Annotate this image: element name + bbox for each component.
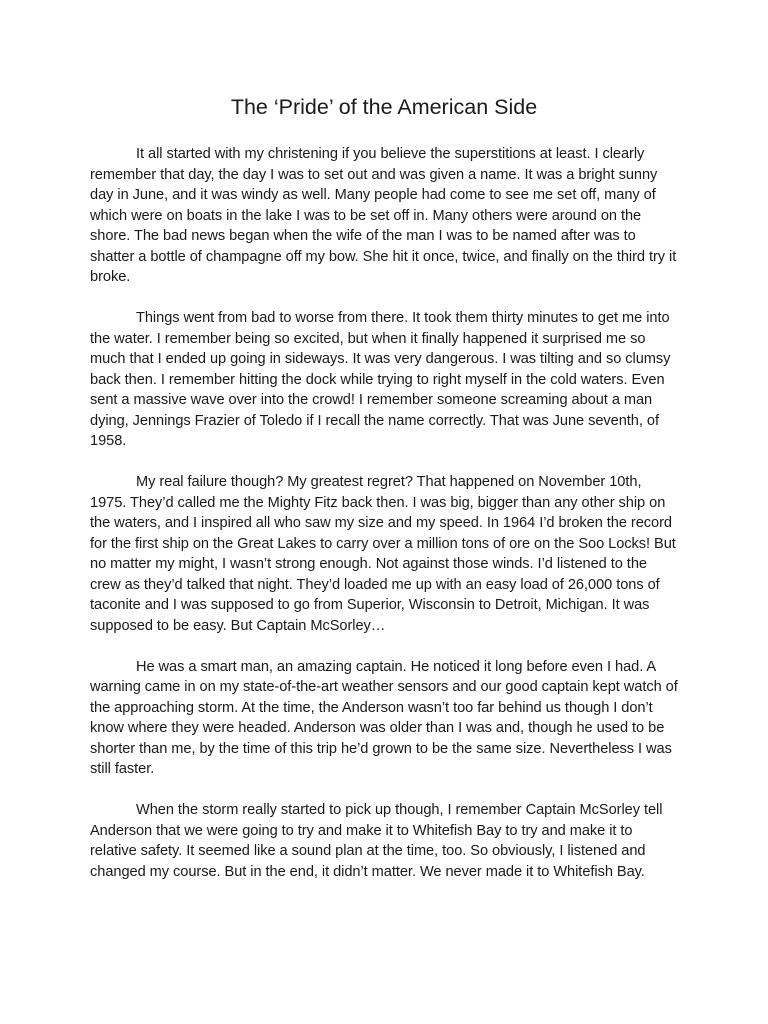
document-body [90,144,680,903]
paragraph: He was a smart man, an amazing captain. He noticed it long before even I had. A warning came in on my state-of-the-art weather sensors and our good captain kept watch of the approaching storm. At the time, the Anderson wasn’t too far behind us though I don’t know where they were headed. Anderson was older than I was and, though he used to be shorter than me, by the time of this trip he’d grown to be the same size. Nevertheless I was still faster. [90,658,678,777]
paragraph: Things went from bad to worse from there. It took them thirty minutes to get me into the water. I remember being so excited, but when it finally happened it surprised me so much that I ended up going in sideways. It was very dangerous. I was tilting and so clumsy back then. I remember hitting the dock while trying to right myself in the cold waters. Even sent a massive wave over into the crowd! I remember someone screaming about a man dying, Jennings Frazier of Toledo if I recall the name correctly. That was June seventh, of 1958. [90,310,671,449]
document-title: The ‘Pride’ of the American Side [230,95,538,119]
paragraph: My real failure though? My greatest regret? That happened on November 10th, 1975. They’d called me the Mighty Fitz back then. I was big, bigger than any other ship on the waters, and I inspired all who saw my size and my speed. In 1964 I’d broken the record for the first ship on the Great Lakes to carry over a million tons of ore on the Soo Locks! But no matter my might, I wasn’t strong enough. Not against those winds. I’d listened to the crew as they’d talked that night. They’d loaded me up with an easy load of 26,000 tons of taconite and I was supposed to go from Superior, Wisconsin to Detroit, Michigan. It was supposed to be easy. But Captain McSorley… [90,474,676,634]
paragraph: When the storm really started to pick up though, I remember Captain McSorley tell Anderson that we were going to try and make it to Whitefish Bay to try and make it to relative safety. It seemed like a sound plan at the time, too. So obviously, I listened and changed my course. But in the end, it didn’t matter. We never made it to Whitefish Bay. [90,802,663,880]
paragraph: It all started with my christening if you believe the superstitions at least. I clearly remember that day, the day I was to set out and was given a name. It was a bright sunny day in June, and it was windy as well. Many people had come to see me set off, many of which were on boats in the lake I was to be set off in. Many others were around on the shore. The bad news began when the wife of the man I was to be named after was to shatter a bottle of champagne off my bow. She hit it once, twice, and finally on the third try it broke. [90,146,677,285]
